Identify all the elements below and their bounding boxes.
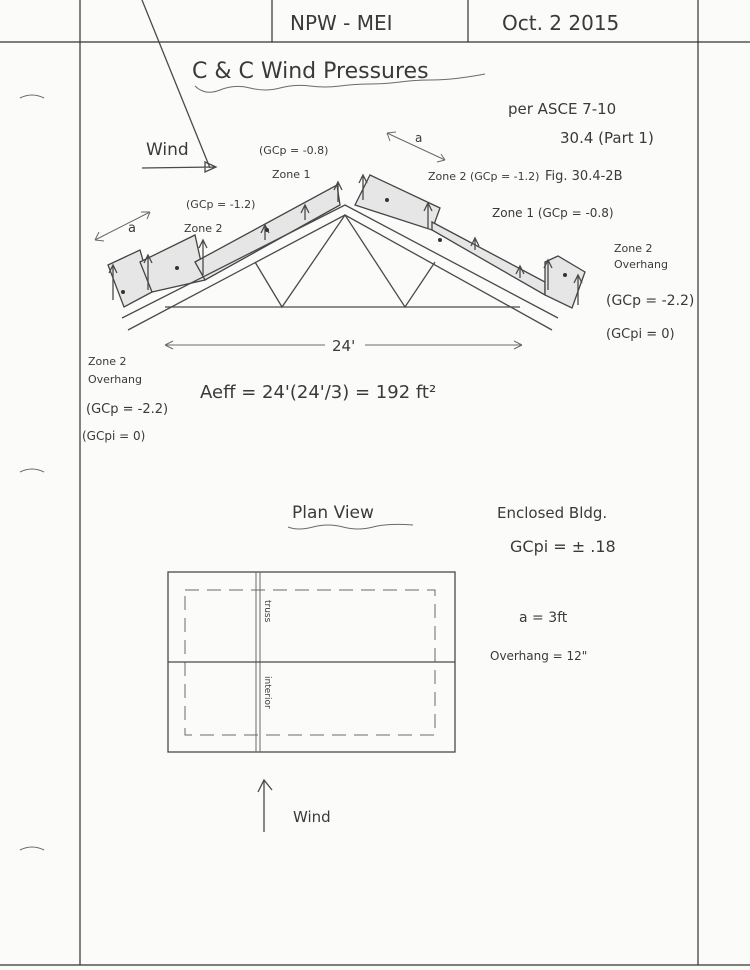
left-overhang-label-2: Overhang [88, 373, 142, 386]
overhang-note: Overhang = 12" [490, 649, 588, 663]
plan-wind-arrow-icon [258, 780, 272, 832]
span-label: 24' [332, 337, 356, 355]
dim-a-left-label: a [128, 221, 136, 236]
right-overhang-label-1: Zone 2 [614, 242, 653, 255]
page-title: C & C Wind Pressures [192, 59, 429, 84]
header-date: Oct. 2 2015 [502, 11, 620, 35]
right-overhang-gcpi: (GCpi = 0) [606, 327, 675, 342]
right-overhang-label-2: Overhang [614, 258, 668, 271]
plan-view-title: Plan View [292, 503, 374, 523]
wind-arrow-icon [142, 162, 216, 172]
left-overhang-gcp: (GCp = -2.2) [86, 402, 169, 417]
enclosed-bldg-note: Enclosed Bldg. [497, 504, 608, 522]
left-overhang-label-1: Zone 2 [88, 355, 127, 368]
right-zone1-strip [432, 222, 545, 295]
left-zone1-label: Zone 1 [272, 168, 311, 181]
plan-wind-label: Wind [293, 808, 331, 826]
right-zone2-strip [355, 175, 440, 230]
a-value-note: a = 3ft [519, 610, 568, 626]
truss-label: truss [262, 600, 272, 623]
left-zone1-gcp: (GCp = -0.8) [259, 144, 329, 157]
left-zone2-gcp: (GCp = -1.2) [186, 198, 256, 211]
interior-label: interior [262, 676, 272, 709]
left-zone2-label: Zone 2 [184, 222, 223, 235]
right-zone1-label: Zone 1 (GCp = -0.8) [492, 206, 614, 220]
left-overhang-zone2 [108, 250, 152, 307]
right-overhang-zone2 [545, 256, 585, 308]
wind-label: Wind [146, 140, 189, 160]
plan-view-diagram [168, 572, 455, 832]
effective-area-eq: Aeff = 24'(24'/3) = 192 ft² [200, 382, 437, 403]
dim-a-left [95, 212, 150, 241]
left-overhang-gcpi: (GCpi = 0) [82, 429, 146, 443]
reference-section: 30.4 (Part 1) [560, 129, 654, 147]
binder-holes [20, 95, 44, 850]
header-initials: NPW - MEI [290, 11, 393, 35]
dim-a-right-label: a [415, 131, 423, 145]
reference-figure: Fig. 30.4-2B [545, 169, 623, 184]
right-zone2-label: Zone 2 (GCp = -1.2) [428, 170, 540, 183]
right-overhang-gcp: (GCp = -2.2) [606, 293, 695, 309]
gcpi-note: GCpi = ± .18 [510, 537, 616, 556]
reference-code: per ASCE 7-10 [508, 100, 617, 118]
